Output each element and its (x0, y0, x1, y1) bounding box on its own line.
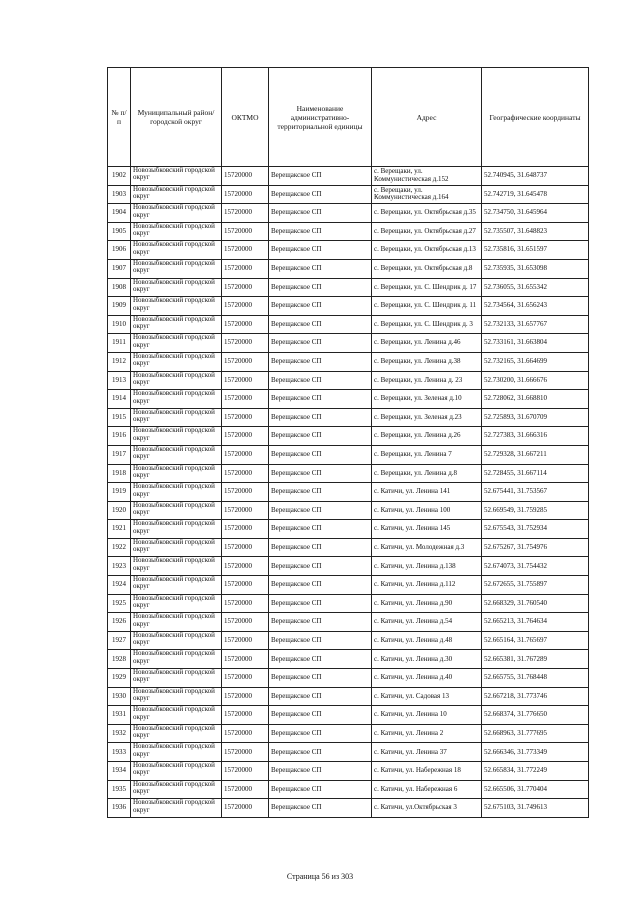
row-number: 1926 (108, 613, 131, 632)
table-row (108, 780, 589, 799)
unit-cell: Верещакское СП (269, 762, 372, 781)
coords-cell: 52.729328, 31.667211 (482, 445, 589, 464)
coords-cell: 52.730200, 31.666676 (482, 371, 589, 390)
address-cell: с. Верещаки, ул. Ленина д. 23 (372, 371, 482, 390)
district-cell: Новозыбковский городской округ (131, 520, 222, 539)
oktmo-cell: 15720000 (222, 241, 269, 260)
oktmo-cell: 15720000 (222, 762, 269, 781)
oktmo-cell: 15720000 (222, 408, 269, 427)
header-oktmo: ОКТМО (222, 68, 269, 167)
row-number: 1918 (108, 464, 131, 483)
row-number: 1902 (108, 167, 131, 186)
district-cell: Новозыбковский городской округ (131, 780, 222, 799)
coords-cell: 52.668329, 31.760540 (482, 594, 589, 613)
header-num: № п/п (108, 68, 131, 167)
address-cell: с. Верещаки, ул. Зеленая д.10 (372, 390, 482, 409)
table-row (108, 408, 589, 427)
coords-cell: 52.666346, 31.773349 (482, 743, 589, 762)
oktmo-cell: 15720000 (222, 520, 269, 539)
coords-cell: 52.665506, 31.770404 (482, 780, 589, 799)
unit-cell: Верещакское СП (269, 464, 372, 483)
table-row (108, 390, 589, 409)
district-cell: Новозыбковский городской округ (131, 650, 222, 669)
oktmo-cell: 15720000 (222, 371, 269, 390)
district-cell: Новозыбковский городской округ (131, 687, 222, 706)
row-number: 1911 (108, 334, 131, 353)
row-number: 1916 (108, 427, 131, 446)
oktmo-cell: 15720000 (222, 650, 269, 669)
district-cell: Новозыбковский городской округ (131, 185, 222, 204)
address-cell: с. Верещаки, ул. Коммунистическая д.164 (372, 185, 482, 204)
table-row (108, 483, 589, 502)
oktmo-cell: 15720000 (222, 613, 269, 632)
district-cell: Новозыбковский городской округ (131, 334, 222, 353)
row-number: 1929 (108, 669, 131, 688)
coords-cell: 52.675441, 31.753567 (482, 483, 589, 502)
district-cell: Новозыбковский городской округ (131, 464, 222, 483)
coords-cell: 52.668963, 31.777695 (482, 724, 589, 743)
table-row (108, 743, 589, 762)
address-cell: с. Верещаки, ул. Октябрьская д.8 (372, 259, 482, 278)
row-number: 1907 (108, 259, 131, 278)
table-header (108, 68, 589, 167)
district-cell: Новозыбковский городской округ (131, 445, 222, 464)
unit-cell: Верещакское СП (269, 799, 372, 818)
district-cell: Новозыбковский городской округ (131, 743, 222, 762)
oktmo-cell: 15720000 (222, 278, 269, 297)
address-cell: с. Катичи, ул. Ленина д.30 (372, 650, 482, 669)
district-cell: Новозыбковский городской округ (131, 576, 222, 595)
oktmo-cell: 15720000 (222, 538, 269, 557)
unit-cell: Верещакское СП (269, 501, 372, 520)
oktmo-cell: 15720000 (222, 799, 269, 818)
coords-cell: 52.732165, 31.664699 (482, 352, 589, 371)
address-cell: с. Катичи, ул. Ленина 2 (372, 724, 482, 743)
address-cell: с. Катичи, ул. Ленина 141 (372, 483, 482, 502)
oktmo-cell: 15720000 (222, 483, 269, 502)
unit-cell: Верещакское СП (269, 780, 372, 799)
address-cell: с. Катичи, ул. Ленина д.48 (372, 631, 482, 650)
unit-cell: Верещакское СП (269, 241, 372, 260)
oktmo-cell: 15720000 (222, 222, 269, 241)
row-number: 1931 (108, 706, 131, 725)
district-cell: Новозыбковский городской округ (131, 724, 222, 743)
unit-cell: Верещакское СП (269, 576, 372, 595)
district-cell: Новозыбковский городской округ (131, 297, 222, 316)
oktmo-cell: 15720000 (222, 204, 269, 223)
coords-cell: 52.740945, 31.648737 (482, 167, 589, 186)
coords-cell: 52.672655, 31.755897 (482, 576, 589, 595)
row-number: 1928 (108, 650, 131, 669)
address-cell: с. Верещаки, ул. Октябрьская д.13 (372, 241, 482, 260)
address-cell: с. Катичи, ул.Октябрьская 3 (372, 799, 482, 818)
row-number: 1932 (108, 724, 131, 743)
oktmo-cell: 15720000 (222, 501, 269, 520)
table-row (108, 241, 589, 260)
unit-cell: Верещакское СП (269, 334, 372, 353)
unit-cell: Верещакское СП (269, 613, 372, 632)
district-cell: Новозыбковский городской округ (131, 594, 222, 613)
table-row (108, 799, 589, 818)
row-number: 1935 (108, 780, 131, 799)
address-cell: с. Верещаки, ул. Ленина д.26 (372, 427, 482, 446)
oktmo-cell: 15720000 (222, 724, 269, 743)
address-cell: с. Верещаки, ул. С. Шендрик д. 3 (372, 315, 482, 334)
unit-cell: Верещакское СП (269, 538, 372, 557)
table-row (108, 334, 589, 353)
table-row (108, 222, 589, 241)
unit-cell: Верещакское СП (269, 371, 372, 390)
header-address: Адрес (372, 68, 482, 167)
table-row (108, 520, 589, 539)
table-row (108, 278, 589, 297)
coords-cell: 52.675103, 31.749613 (482, 799, 589, 818)
address-cell: с. Катичи, ул. Ленина 10 (372, 706, 482, 725)
oktmo-cell: 15720000 (222, 427, 269, 446)
coords-cell: 52.732133, 31.657767 (482, 315, 589, 334)
coords-cell: 52.675543, 31.752934 (482, 520, 589, 539)
table-row (108, 204, 589, 223)
coords-cell: 52.727383, 31.666316 (482, 427, 589, 446)
table-row (108, 687, 589, 706)
table-row (108, 538, 589, 557)
unit-cell: Верещакское СП (269, 743, 372, 762)
table-row (108, 613, 589, 632)
table-row (108, 669, 589, 688)
table-row (108, 259, 589, 278)
address-cell: с. Катичи, ул. Ленина 100 (372, 501, 482, 520)
oktmo-cell: 15720000 (222, 780, 269, 799)
unit-cell: Верещакское СП (269, 650, 372, 669)
address-cell: с. Верещаки, ул. Зеленая д.23 (372, 408, 482, 427)
address-cell: с. Верещаки, ул. С. Шендрик д. 11 (372, 297, 482, 316)
table-row (108, 315, 589, 334)
unit-cell: Верещакское СП (269, 706, 372, 725)
coords-cell: 52.674073, 31.754432 (482, 557, 589, 576)
row-number: 1927 (108, 631, 131, 650)
table-row (108, 445, 589, 464)
address-cell: с. Верещаки, ул. Коммунистическая д.152 (372, 167, 482, 186)
table-row (108, 594, 589, 613)
address-cell: с. Катичи, ул. Набережная 6 (372, 780, 482, 799)
district-cell: Новозыбковский городской округ (131, 352, 222, 371)
table-row (108, 724, 589, 743)
table-row (108, 427, 589, 446)
oktmo-cell: 15720000 (222, 315, 269, 334)
table-row (108, 185, 589, 204)
district-cell: Новозыбковский городской округ (131, 259, 222, 278)
unit-cell: Верещакское СП (269, 427, 372, 446)
unit-cell: Верещакское СП (269, 315, 372, 334)
table-row (108, 631, 589, 650)
unit-cell: Верещакское СП (269, 390, 372, 409)
row-number: 1919 (108, 483, 131, 502)
oktmo-cell: 15720000 (222, 594, 269, 613)
header-district: Муниципальный район/городской округ (131, 68, 222, 167)
oktmo-cell: 15720000 (222, 669, 269, 688)
row-number: 1917 (108, 445, 131, 464)
address-cell: с. Катичи, ул. Садовая 13 (372, 687, 482, 706)
oktmo-cell: 15720000 (222, 557, 269, 576)
address-cell: с. Верещаки, ул. Ленина 7 (372, 445, 482, 464)
oktmo-cell: 15720000 (222, 464, 269, 483)
row-number: 1915 (108, 408, 131, 427)
row-number: 1908 (108, 278, 131, 297)
table-row (108, 167, 589, 186)
address-cell: с. Катичи, ул. Ленина д.40 (372, 669, 482, 688)
district-cell: Новозыбковский городской округ (131, 390, 222, 409)
address-cell: с. Катичи, ул. Молодежная д.3 (372, 538, 482, 557)
coords-cell: 52.735816, 31.651597 (482, 241, 589, 260)
district-cell: Новозыбковский городской округ (131, 483, 222, 502)
unit-cell: Верещакское СП (269, 204, 372, 223)
coords-cell: 52.665164, 31.765697 (482, 631, 589, 650)
coords-cell: 52.728455, 31.667114 (482, 464, 589, 483)
table-row (108, 501, 589, 520)
row-number: 1930 (108, 687, 131, 706)
unit-cell: Верещакское СП (269, 520, 372, 539)
district-cell: Новозыбковский городской округ (131, 167, 222, 186)
coords-cell: 52.675267, 31.754976 (482, 538, 589, 557)
row-number: 1933 (108, 743, 131, 762)
unit-cell: Верещакское СП (269, 669, 372, 688)
unit-cell: Верещакское СП (269, 483, 372, 502)
table-row (108, 650, 589, 669)
unit-cell: Верещакское СП (269, 352, 372, 371)
oktmo-cell: 15720000 (222, 743, 269, 762)
district-cell: Новозыбковский городской округ (131, 315, 222, 334)
address-cell: с. Катичи, ул. Ленина д.90 (372, 594, 482, 613)
coords-cell: 52.735935, 31.653098 (482, 259, 589, 278)
coords-cell: 52.665755, 31.768448 (482, 669, 589, 688)
district-cell: Новозыбковский городской округ (131, 557, 222, 576)
header-row (108, 68, 589, 167)
district-cell: Новозыбковский городской округ (131, 371, 222, 390)
coords-cell: 52.736055, 31.655342 (482, 278, 589, 297)
address-cell: с. Верещаки, ул. Ленина д.38 (372, 352, 482, 371)
coords-cell: 52.728062, 31.668810 (482, 390, 589, 409)
coords-cell: 52.734750, 31.645964 (482, 204, 589, 223)
district-cell: Новозыбковский городской округ (131, 631, 222, 650)
district-cell: Новозыбковский городской округ (131, 706, 222, 725)
row-number: 1912 (108, 352, 131, 371)
district-cell: Новозыбковский городской округ (131, 427, 222, 446)
unit-cell: Верещакское СП (269, 259, 372, 278)
oktmo-cell: 15720000 (222, 334, 269, 353)
unit-cell: Верещакское СП (269, 724, 372, 743)
row-number: 1925 (108, 594, 131, 613)
unit-cell: Верещакское СП (269, 445, 372, 464)
coords-cell: 52.669549, 31.759285 (482, 501, 589, 520)
table-row (108, 464, 589, 483)
row-number: 1922 (108, 538, 131, 557)
table-row (108, 371, 589, 390)
district-cell: Новозыбковский городской округ (131, 613, 222, 632)
address-cell: с. Верещаки, ул. Октябрьская д.35 (372, 204, 482, 223)
coords-cell: 52.725893, 31.670709 (482, 408, 589, 427)
unit-cell: Верещакское СП (269, 297, 372, 316)
district-cell: Новозыбковский городской округ (131, 501, 222, 520)
table-row (108, 576, 589, 595)
row-number: 1936 (108, 799, 131, 818)
unit-cell: Верещакское СП (269, 557, 372, 576)
header-unit: Наименование административно-территориальной единицы (269, 68, 372, 167)
table-row (108, 297, 589, 316)
row-number: 1903 (108, 185, 131, 204)
oktmo-cell: 15720000 (222, 259, 269, 278)
row-number: 1906 (108, 241, 131, 260)
oktmo-cell: 15720000 (222, 706, 269, 725)
oktmo-cell: 15720000 (222, 631, 269, 650)
row-number: 1920 (108, 501, 131, 520)
oktmo-cell: 15720000 (222, 352, 269, 371)
coords-cell: 52.665381, 31.767289 (482, 650, 589, 669)
row-number: 1914 (108, 390, 131, 409)
row-number: 1921 (108, 520, 131, 539)
district-cell: Новозыбковский городской округ (131, 799, 222, 818)
oktmo-cell: 15720000 (222, 390, 269, 409)
coords-cell: 52.735507, 31.648823 (482, 222, 589, 241)
registry-table (107, 67, 589, 818)
address-cell: с. Верещаки, ул. Октябрьская д.27 (372, 222, 482, 241)
coords-cell: 52.742719, 31.645478 (482, 185, 589, 204)
coords-cell: 52.734564, 31.656243 (482, 297, 589, 316)
page-number: Страница 56 из 303 (286, 872, 354, 881)
table-row (108, 706, 589, 725)
table-row (108, 557, 589, 576)
unit-cell: Верещакское СП (269, 687, 372, 706)
oktmo-cell: 15720000 (222, 185, 269, 204)
oktmo-cell: 15720000 (222, 167, 269, 186)
unit-cell: Верещакское СП (269, 185, 372, 204)
address-cell: с. Верещаки, ул. Ленина д.8 (372, 464, 482, 483)
coords-cell: 52.668374, 31.776650 (482, 706, 589, 725)
address-cell: с. Катичи, ул. Ленина 145 (372, 520, 482, 539)
district-cell: Новозыбковский городской округ (131, 241, 222, 260)
coords-cell: 52.665213, 31.764634 (482, 613, 589, 632)
table-row (108, 352, 589, 371)
table-row (108, 762, 589, 781)
coords-cell: 52.733161, 31.663804 (482, 334, 589, 353)
district-cell: Новозыбковский городской округ (131, 408, 222, 427)
unit-cell: Верещакское СП (269, 222, 372, 241)
district-cell: Новозыбковский городской округ (131, 222, 222, 241)
row-number: 1924 (108, 576, 131, 595)
address-cell: с. Катичи, ул. Ленина 37 (372, 743, 482, 762)
address-cell: с. Катичи, ул. Ленина д.54 (372, 613, 482, 632)
district-cell: Новозыбковский городской округ (131, 669, 222, 688)
oktmo-cell: 15720000 (222, 687, 269, 706)
row-number: 1904 (108, 204, 131, 223)
row-number: 1910 (108, 315, 131, 334)
coords-cell: 52.665834, 31.772249 (482, 762, 589, 781)
row-number: 1909 (108, 297, 131, 316)
address-cell: с. Катичи, ул. Ленина д.138 (372, 557, 482, 576)
address-cell: с. Верещаки, ул. С. Шендрик д. 17 (372, 278, 482, 297)
unit-cell: Верещакское СП (269, 408, 372, 427)
unit-cell: Верещакское СП (269, 594, 372, 613)
row-number: 1905 (108, 222, 131, 241)
address-cell: с. Катичи, ул. Ленина д.112 (372, 576, 482, 595)
unit-cell: Верещакское СП (269, 631, 372, 650)
coords-cell: 52.667218, 31.773746 (482, 687, 589, 706)
row-number: 1934 (108, 762, 131, 781)
table-body (108, 167, 589, 818)
unit-cell: Верещакское СП (269, 167, 372, 186)
district-cell: Новозыбковский городской округ (131, 278, 222, 297)
district-cell: Новозыбковский городской округ (131, 538, 222, 557)
header-coords: Географические координаты (482, 68, 589, 167)
unit-cell: Верещакское СП (269, 278, 372, 297)
oktmo-cell: 15720000 (222, 576, 269, 595)
oktmo-cell: 15720000 (222, 445, 269, 464)
row-number: 1913 (108, 371, 131, 390)
district-cell: Новозыбковский городской округ (131, 762, 222, 781)
address-cell: с. Верещаки, ул. Ленина д.46 (372, 334, 482, 353)
address-cell: с. Катичи, ул. Набережная 18 (372, 762, 482, 781)
district-cell: Новозыбковский городской округ (131, 204, 222, 223)
row-number: 1923 (108, 557, 131, 576)
oktmo-cell: 15720000 (222, 297, 269, 316)
